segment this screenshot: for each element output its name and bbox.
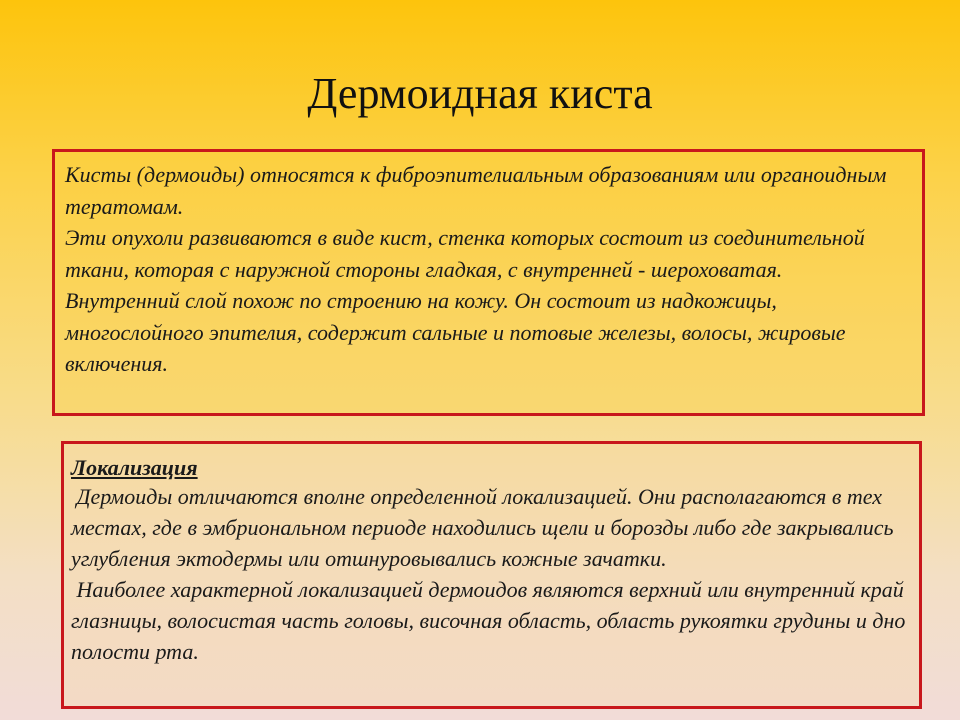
- localization-paragraph-1: Дермоиды отличаются вполне определенной локализацией. Они располагаются в тех местах, где в эмбриональном периоде находились щели и борозды либо где закрывались углубления эктодермы или отшнуровывались кожные зачатки.: [71, 484, 899, 571]
- definition-paragraph-3: Внутренний слой похож по строению на кожу. Он состоит из надкожицы, многослойного эпителия, содержит сальные и потовые железы, волосы, жировые включения.: [65, 288, 846, 376]
- localization-box: [61, 441, 922, 709]
- localization-heading: Локализация: [71, 455, 198, 480]
- localization-paragraph-2: Наиболее характерной локализацией дермоидов являются верхний или внутренний край глазницы, волосистая часть головы, височная область, область рукоятки грудины и дно полости рта.: [71, 577, 911, 664]
- definition-box: [52, 149, 925, 416]
- slide-title: Дермоидная киста: [307, 69, 653, 118]
- definition-paragraph-2: Эти опухоли развиваются в виде кист, стенка которых состоит из соединительной ткани, которая с наружной стороны гладкая, с внутренней - шероховатая.: [65, 225, 865, 282]
- definition-paragraph-1: Кисты (дермоиды) относятся к фиброэпителиальным образованиям или органоидным тератомам.: [65, 162, 887, 219]
